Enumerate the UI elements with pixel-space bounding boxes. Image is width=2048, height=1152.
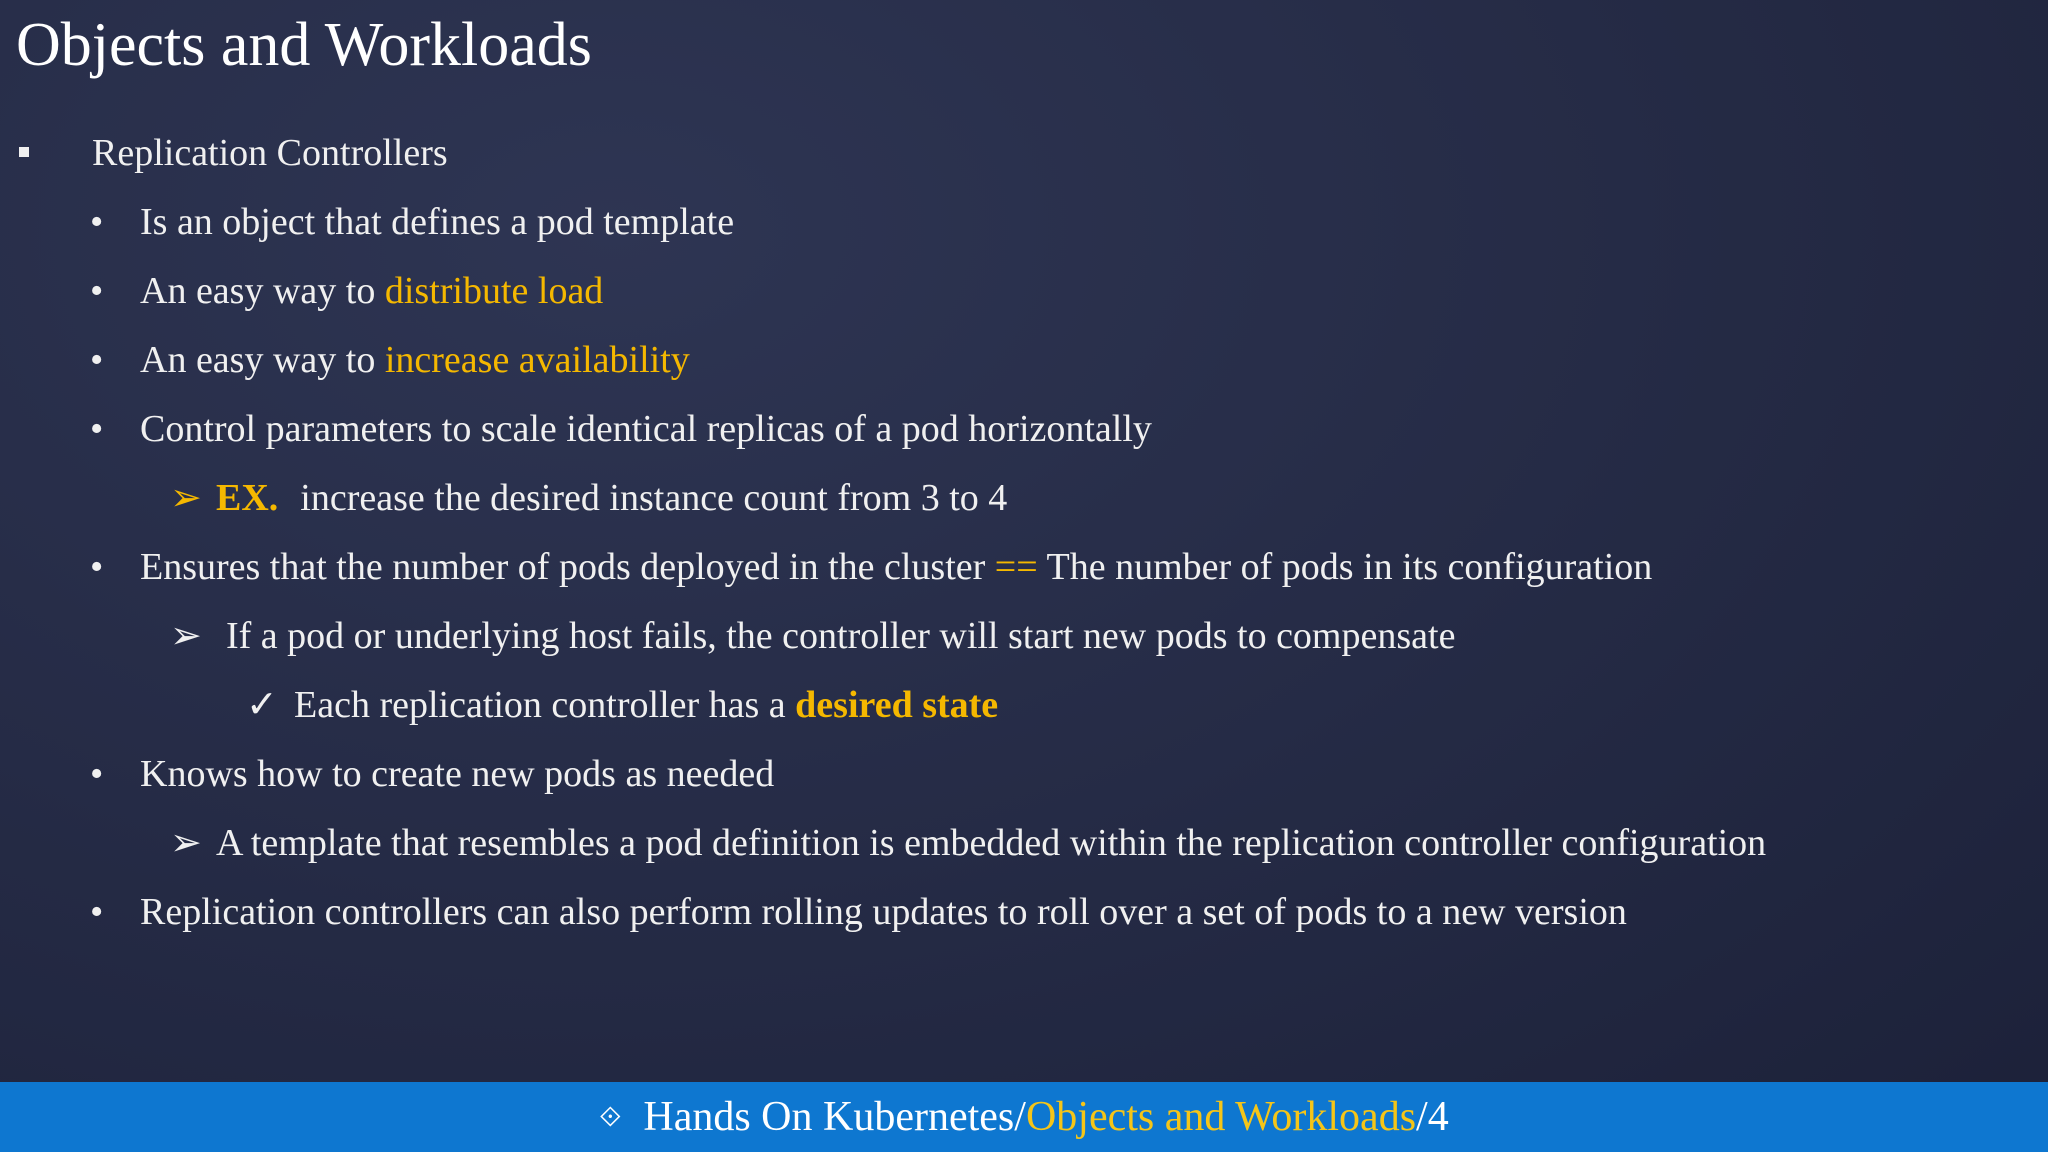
bullet-text-suffix: The number of pods in its configuration: [1037, 546, 1653, 588]
diamond-icon: ⟐: [599, 1100, 622, 1133]
bullet-create-pods: Knows how to create new pods as needed: [140, 753, 775, 795]
highlight-text: increase availability: [384, 339, 690, 381]
arrowhead-bullet-icon: ➢: [170, 615, 202, 657]
subsub-bullet-desired-state: [294, 680, 998, 730]
slide-title: Objects and Workloads: [16, 11, 592, 79]
round-bullet-icon: •: [90, 408, 104, 450]
footer-page-number: 4: [1427, 1094, 1449, 1140]
section-heading: Replication Controllers: [92, 132, 448, 174]
sub-bullet-template-embedded: A template that resembles a pod definition is embedded within the replication controller configuration: [216, 822, 1767, 864]
highlight-text: distribute load: [384, 270, 604, 312]
bullet-increase-availability: [140, 335, 690, 385]
arrowhead-bullet-icon: ➢: [170, 822, 202, 864]
equals-operator: ==: [994, 546, 1038, 588]
sub-bullet-example: [216, 473, 1007, 523]
example-text: increase the desired instance count from 3 to 4: [300, 477, 1008, 519]
footer-bar: [0, 1082, 2048, 1152]
footer-course: Hands On Kubernetes: [643, 1094, 1015, 1140]
round-bullet-icon: •: [90, 546, 104, 588]
arrowhead-bullet-icon: ➢: [170, 477, 202, 519]
bullet-rolling-updates: Replication controllers can also perform rolling updates to roll over a set of pods to a new version: [140, 891, 1627, 933]
bullet-text: An easy way to: [140, 270, 385, 312]
square-bullet-icon: [19, 147, 29, 157]
checkmark-icon: ✓: [246, 684, 278, 726]
round-bullet-icon: •: [90, 891, 104, 933]
highlight-text: desired state: [795, 684, 999, 726]
round-bullet-icon: •: [90, 339, 104, 381]
sub-bullet-host-fails: If a pod or underlying host fails, the controller will start new pods to compensate: [226, 615, 1456, 657]
footer-separator: /: [1416, 1094, 1428, 1140]
bullet-ensures-count: [140, 542, 1652, 592]
bullet-text: An easy way to: [140, 339, 385, 381]
example-label: EX.: [216, 477, 279, 519]
bullet-pod-template: Is an object that defines a pod template: [140, 201, 735, 243]
round-bullet-icon: •: [90, 201, 104, 243]
bullet-text: Each replication controller has a: [294, 684, 796, 726]
round-bullet-icon: •: [90, 753, 104, 795]
bullet-control-parameters: Control parameters to scale identical replicas of a pod horizontally: [140, 408, 1152, 450]
bullet-distribute-load: [140, 266, 603, 316]
round-bullet-icon: •: [90, 270, 104, 312]
footer-separator: /: [1014, 1094, 1026, 1140]
footer-section: Objects and Workloads: [1025, 1094, 1417, 1140]
bullet-text: Ensures that the number of pods deployed in the cluster: [140, 546, 995, 588]
